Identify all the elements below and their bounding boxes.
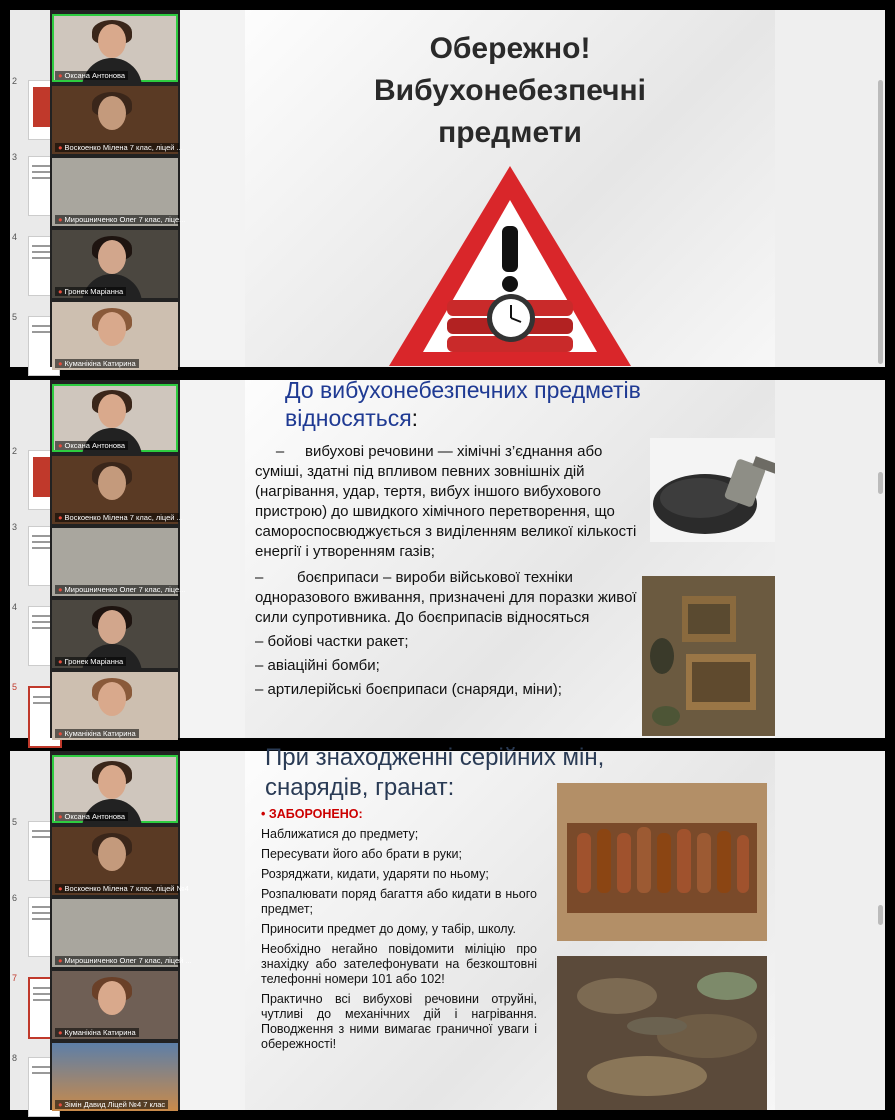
thumb-number: 4 [12,602,18,612]
participant-tile[interactable] [52,1043,178,1111]
mic-muted-icon: ● [58,812,63,821]
right-margin [775,10,885,367]
participant-name: ● Мирошниченко Олег 7 клас, ліцей ... [55,956,179,965]
participant-tile[interactable] [52,158,186,226]
participant-video-column [50,751,192,1110]
thumb-number: 5 [12,682,18,692]
participant-name: ● Воскоенко Мілена 7 клас, ліцей №4 [55,884,179,893]
thumb-number: 2 [12,76,18,86]
slide-canvas [245,744,775,1110]
thumb-number: 8 [12,1053,18,1063]
mic-muted-icon: ● [58,441,63,450]
participant-name: ● Мирошниченко Олег 7 клас, ліце... [55,585,179,594]
mic-muted-icon: ● [58,287,63,296]
participant-name: ● Оксана Антонова [55,441,128,450]
participant-name: ● Оксана Антонова [55,812,128,821]
right-margin [775,380,885,738]
ammunition-boxes-photo [642,576,775,736]
participant-tile[interactable] [52,230,178,298]
participant-video-column [50,10,186,368]
mic-muted-icon: ● [58,956,63,965]
participant-tile[interactable] [52,384,178,452]
mic-muted-icon: ● [58,359,63,368]
explosive-powder-photo [650,438,775,542]
participant-tile[interactable] [52,456,183,524]
participant-name: ● Зімін Давид Ліцей №4 7 клас [55,1100,168,1109]
mic-muted-icon: ● [58,729,63,738]
mic-muted-icon: ● [58,143,63,152]
slide-body: • ЗАБОРОНЕНО: Наближатися до предмету; Пересувати його або брати в руки; Розряджати, кидати, ударяти по ньому; Розпалювати поряд багаття або кидати в нього предмет; Приносити предмет до дому, у табір, школу. Необхідно негайно повідомити міліцію про знахідку або зателефонувати на безкоштовні телефонні номери 101 або 102! Практично всі вибухові речовини отруйні, чутливі до механічних дій і нагрівання. Поводження з ними вимагає граничної уваги і обережності! [261,807,537,1051]
shells-in-leaves-photo [557,956,767,1110]
mic-muted-icon: ● [58,215,63,224]
participant-tile[interactable] [52,899,192,967]
slide-body: – вибухові речовини — хімічні з’єднання або суміші, здатні під впливом певних зовнішніх дій (нагрівання, удар, тертя, вибух іншого вибухового пристрою) до швидкого хімічного перетворення, що самороспосвюджується з виділенням великої кількості енергії і утворенням газів; – боєприпаси – вироби військової техніки одноразового вживання, призначені для поразки живої сили супротивника. До боєприпасів відносяться – бойові частки ракет; – авіаційні бомби; – артилерійські боєприпаси (снаряди, міни); [255,443,637,698]
participant-name: ● Гронек Маріанна [55,287,126,296]
thumb-number: 3 [12,152,18,162]
right-margin [775,751,885,1110]
participant-tile[interactable] [52,827,189,895]
rusty-shells-photo [557,783,767,941]
mic-muted-icon: ● [58,71,63,80]
mic-muted-icon: ● [58,513,63,522]
thumb-number: 7 [12,973,18,983]
participant-name: ● Мирошниченко Олег 7 клас, ліце... [55,215,179,224]
mic-muted-icon: ● [58,884,63,893]
participant-tile[interactable] [52,600,178,668]
participant-tile[interactable] [52,14,178,82]
mic-muted-icon: ● [58,1100,63,1109]
participant-video-column [50,380,186,738]
screenshot-panel-1 [10,10,885,367]
participant-tile[interactable] [52,755,178,823]
participant-tile[interactable] [52,528,186,596]
participant-name: ● Воскоенко Мілена 7 клас, ліцей ... [55,513,179,522]
thumb-number: 5 [12,817,18,827]
participant-name: ● Оксана Антонова [55,71,128,80]
warning-triangle-icon [385,160,635,370]
screenshot-panel-2 [10,377,885,738]
mic-muted-icon: ● [58,657,63,666]
mic-muted-icon: ● [58,585,63,594]
participant-tile[interactable] [52,971,178,1039]
scrollbar[interactable] [878,472,883,494]
thumb-number: 3 [12,522,18,532]
participant-tile[interactable] [52,86,183,154]
slide-canvas [245,10,775,367]
slide-title: Обережно! Вибухонебезпечні предмети [373,32,647,149]
thumb-number: 6 [12,893,18,903]
scrollbar[interactable] [878,80,883,364]
participant-name: ● Гронек Маріанна [55,657,126,666]
slide-canvas [245,377,775,738]
thumb-number: 4 [12,232,18,242]
screenshot-panel-3 [10,744,885,1110]
participant-tile[interactable] [52,302,178,370]
participant-name: ● Куманікіна Катирина [55,359,139,368]
mic-muted-icon: ● [58,1028,63,1037]
slide-title: При знаходженні серійних мін, снарядів, гранат: [265,744,605,801]
scrollbar[interactable] [878,905,883,925]
participant-tile[interactable] [52,672,178,740]
thumb-number: 5 [12,312,18,322]
thumb-number: 2 [12,446,18,456]
participant-name: ● Куманікіна Катирина [55,729,139,738]
participant-name: ● Куманікіна Катирина [55,1028,139,1037]
slide-title: До вибухонебезпечних предметів відносяться: [285,377,641,431]
participant-name: ● Воскоенко Мілена 7 клас, ліцей ... [55,143,179,152]
